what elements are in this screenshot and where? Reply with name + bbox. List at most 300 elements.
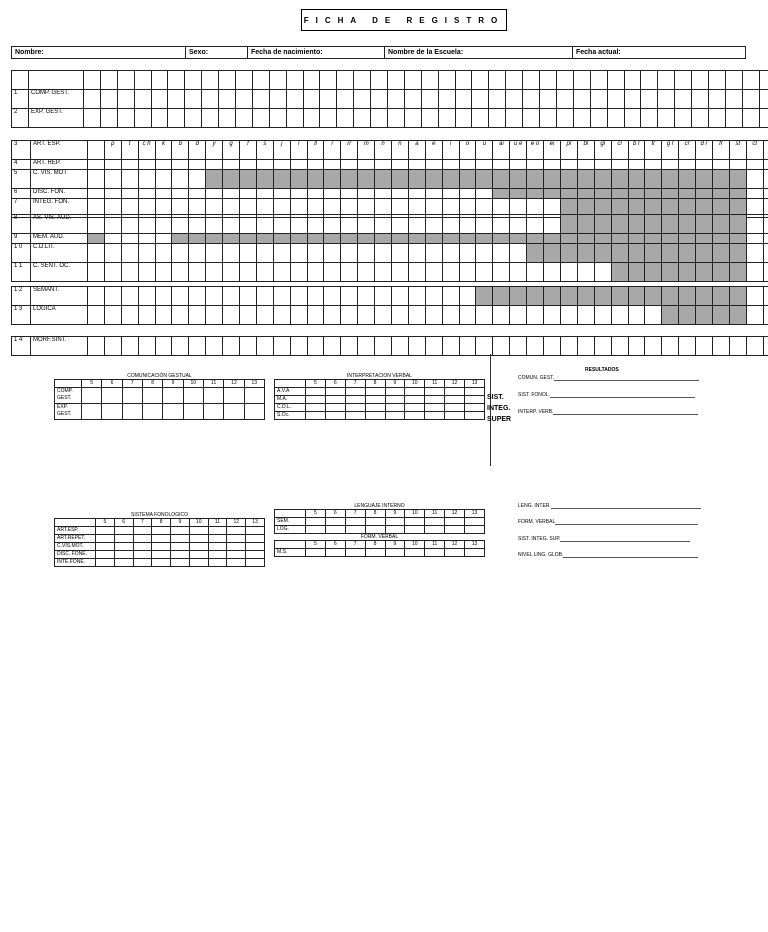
score-cell[interactable] <box>341 244 358 263</box>
score-cell[interactable] <box>594 160 611 170</box>
score-cell[interactable] <box>102 404 122 420</box>
score-cell[interactable] <box>560 244 577 263</box>
score-cell[interactable] <box>544 244 561 263</box>
score-cell[interactable] <box>133 543 152 551</box>
score-cell[interactable] <box>540 109 557 128</box>
score-cell[interactable] <box>104 234 121 244</box>
score-cell[interactable] <box>206 306 223 325</box>
score-cell[interactable] <box>527 306 544 325</box>
resultado-nivel-ling-glob[interactable] <box>518 552 698 558</box>
score-cell[interactable] <box>134 90 151 109</box>
score-cell[interactable] <box>712 189 729 199</box>
field-nombre[interactable]: Nombre: <box>12 47 186 59</box>
score-cell[interactable] <box>104 244 121 263</box>
score-cell[interactable] <box>358 287 375 306</box>
score-cell[interactable] <box>476 189 493 199</box>
score-cell[interactable] <box>506 90 523 109</box>
score-cell[interactable] <box>375 263 392 282</box>
score-cell[interactable] <box>365 404 385 412</box>
score-cell[interactable] <box>459 160 476 170</box>
phoneme-cell[interactable]: ei <box>544 141 561 160</box>
score-cell[interactable] <box>341 170 358 189</box>
score-cell[interactable] <box>560 215 577 234</box>
phoneme-cell[interactable]: ai <box>493 141 510 160</box>
score-cell[interactable] <box>607 109 624 128</box>
score-cell[interactable] <box>425 234 442 244</box>
score-cell[interactable] <box>611 234 628 244</box>
score-cell[interactable] <box>577 234 594 244</box>
score-cell[interactable] <box>104 189 121 199</box>
score-cell[interactable] <box>256 306 273 325</box>
score-cell[interactable] <box>493 189 510 199</box>
score-cell[interactable] <box>206 189 223 199</box>
score-cell[interactable] <box>246 551 265 559</box>
score-cell[interactable] <box>594 287 611 306</box>
score-cell[interactable] <box>104 337 121 356</box>
score-cell[interactable] <box>152 527 171 535</box>
score-cell[interactable] <box>273 160 290 170</box>
score-cell[interactable] <box>459 244 476 263</box>
field-sexo[interactable]: Sexo: <box>186 47 248 59</box>
score-cell[interactable] <box>133 551 152 559</box>
score-cell[interactable] <box>408 234 425 244</box>
score-cell[interactable] <box>662 234 679 244</box>
score-cell[interactable] <box>729 160 746 170</box>
score-cell[interactable] <box>696 337 713 356</box>
score-cell[interactable] <box>645 189 662 199</box>
score-cell[interactable] <box>405 404 425 412</box>
score-cell[interactable] <box>442 244 459 263</box>
score-cell[interactable] <box>392 263 409 282</box>
score-cell[interactable] <box>171 527 190 535</box>
score-cell[interactable] <box>645 287 662 306</box>
score-cell[interactable] <box>425 518 445 526</box>
score-cell[interactable] <box>325 526 345 534</box>
score-cell[interactable] <box>223 170 240 189</box>
score-cell[interactable] <box>594 306 611 325</box>
score-cell[interactable] <box>256 337 273 356</box>
score-cell[interactable] <box>375 160 392 170</box>
resultado-sist-fonol[interactable] <box>518 392 695 398</box>
score-cell[interactable] <box>679 337 696 356</box>
score-cell[interactable] <box>375 234 392 244</box>
phoneme-cell[interactable]: rr <box>341 141 358 160</box>
score-cell[interactable] <box>189 527 208 535</box>
score-cell[interactable] <box>442 234 459 244</box>
score-cell[interactable] <box>679 189 696 199</box>
score-cell[interactable] <box>392 160 409 170</box>
score-cell[interactable] <box>325 412 345 420</box>
score-cell[interactable] <box>88 306 105 325</box>
score-cell[interactable] <box>202 90 219 109</box>
score-cell[interactable] <box>459 337 476 356</box>
score-cell[interactable] <box>138 215 155 234</box>
score-cell[interactable] <box>560 160 577 170</box>
score-cell[interactable] <box>240 234 257 244</box>
score-cell[interactable] <box>405 526 425 534</box>
score-cell[interactable] <box>675 109 692 128</box>
score-cell[interactable] <box>256 189 273 199</box>
score-cell[interactable] <box>208 527 227 535</box>
score-cell[interactable] <box>445 549 465 557</box>
score-cell[interactable] <box>114 535 133 543</box>
score-cell[interactable] <box>510 337 527 356</box>
score-cell[interactable] <box>88 263 105 282</box>
score-cell[interactable] <box>104 170 121 189</box>
score-cell[interactable] <box>88 189 105 199</box>
score-cell[interactable] <box>223 263 240 282</box>
score-cell[interactable] <box>658 90 675 109</box>
score-cell[interactable] <box>459 189 476 199</box>
score-cell[interactable] <box>385 518 405 526</box>
phoneme-cell[interactable]: b r <box>628 141 645 160</box>
score-cell[interactable] <box>628 287 645 306</box>
score-cell[interactable] <box>290 306 307 325</box>
score-cell[interactable] <box>560 189 577 199</box>
score-cell[interactable] <box>138 234 155 244</box>
score-cell[interactable] <box>104 306 121 325</box>
score-cell[interactable] <box>438 90 455 109</box>
score-cell[interactable] <box>679 170 696 189</box>
score-cell[interactable] <box>746 189 763 199</box>
score-cell[interactable] <box>594 263 611 282</box>
score-cell[interactable] <box>658 109 675 128</box>
phoneme-cell[interactable]: j <box>273 141 290 160</box>
score-cell[interactable] <box>662 170 679 189</box>
score-cell[interactable] <box>88 244 105 263</box>
score-cell[interactable] <box>425 244 442 263</box>
score-cell[interactable] <box>510 263 527 282</box>
score-cell[interactable] <box>712 263 729 282</box>
score-cell[interactable] <box>540 90 557 109</box>
phoneme-cell[interactable]: gl <box>594 141 611 160</box>
score-cell[interactable] <box>712 306 729 325</box>
score-cell[interactable] <box>138 263 155 282</box>
score-cell[interactable] <box>142 404 162 420</box>
score-cell[interactable] <box>742 90 759 109</box>
score-cell[interactable] <box>645 234 662 244</box>
score-cell[interactable] <box>645 306 662 325</box>
score-cell[interactable] <box>611 160 628 170</box>
score-cell[interactable] <box>172 170 189 189</box>
score-cell[interactable] <box>493 337 510 356</box>
score-cell[interactable] <box>206 244 223 263</box>
score-cell[interactable] <box>227 543 246 551</box>
score-cell[interactable] <box>405 549 425 557</box>
score-cell[interactable] <box>121 287 138 306</box>
score-cell[interactable] <box>408 170 425 189</box>
resultado-sist-integ-sup[interactable] <box>518 536 690 542</box>
score-cell[interactable] <box>223 215 240 234</box>
score-cell[interactable] <box>544 160 561 170</box>
field-fecha-actual[interactable]: Fecha actual: <box>573 47 746 59</box>
score-cell[interactable] <box>645 215 662 234</box>
score-cell[interactable] <box>152 551 171 559</box>
score-cell[interactable] <box>269 109 286 128</box>
score-cell[interactable] <box>527 287 544 306</box>
score-cell[interactable] <box>290 215 307 234</box>
score-cell[interactable] <box>290 160 307 170</box>
score-cell[interactable] <box>696 287 713 306</box>
score-cell[interactable] <box>408 244 425 263</box>
score-cell[interactable] <box>138 189 155 199</box>
score-cell[interactable] <box>189 551 208 559</box>
score-cell[interactable] <box>227 535 246 543</box>
score-cell[interactable] <box>345 396 365 404</box>
score-cell[interactable] <box>256 263 273 282</box>
score-cell[interactable] <box>375 306 392 325</box>
score-cell[interactable] <box>151 90 168 109</box>
score-cell[interactable] <box>273 306 290 325</box>
score-cell[interactable] <box>138 160 155 170</box>
score-cell[interactable] <box>560 306 577 325</box>
score-cell[interactable] <box>240 170 257 189</box>
score-cell[interactable] <box>208 535 227 543</box>
score-cell[interactable] <box>712 234 729 244</box>
score-cell[interactable] <box>493 287 510 306</box>
score-cell[interactable] <box>252 109 269 128</box>
score-cell[interactable] <box>358 189 375 199</box>
score-cell[interactable] <box>155 244 172 263</box>
score-cell[interactable] <box>573 90 590 109</box>
score-cell[interactable] <box>594 215 611 234</box>
score-cell[interactable] <box>442 160 459 170</box>
score-cell[interactable] <box>365 526 385 534</box>
score-cell[interactable] <box>729 337 746 356</box>
score-cell[interactable] <box>445 396 465 404</box>
score-cell[interactable] <box>114 559 133 567</box>
score-cell[interactable] <box>459 287 476 306</box>
score-cell[interactable] <box>365 549 385 557</box>
score-cell[interactable] <box>763 160 768 170</box>
phoneme-cell[interactable]: bl <box>577 141 594 160</box>
score-cell[interactable] <box>442 337 459 356</box>
score-cell[interactable] <box>256 160 273 170</box>
score-cell[interactable] <box>763 306 768 325</box>
score-cell[interactable] <box>163 388 183 404</box>
score-cell[interactable] <box>189 287 206 306</box>
score-cell[interactable] <box>577 244 594 263</box>
score-cell[interactable] <box>459 306 476 325</box>
score-cell[interactable] <box>425 337 442 356</box>
score-cell[interactable] <box>408 287 425 306</box>
score-cell[interactable] <box>611 287 628 306</box>
score-cell[interactable] <box>510 244 527 263</box>
score-cell[interactable] <box>290 263 307 282</box>
score-cell[interactable] <box>628 337 645 356</box>
score-cell[interactable] <box>168 90 185 109</box>
score-cell[interactable] <box>306 396 326 404</box>
score-cell[interactable] <box>425 160 442 170</box>
score-cell[interactable] <box>324 306 341 325</box>
score-cell[interactable] <box>324 160 341 170</box>
score-cell[interactable] <box>679 244 696 263</box>
score-cell[interactable] <box>746 287 763 306</box>
score-cell[interactable] <box>729 263 746 282</box>
score-cell[interactable] <box>662 337 679 356</box>
score-cell[interactable] <box>189 306 206 325</box>
score-cell[interactable] <box>425 287 442 306</box>
score-cell[interactable] <box>223 160 240 170</box>
score-cell[interactable] <box>345 526 365 534</box>
score-cell[interactable] <box>324 170 341 189</box>
score-cell[interactable] <box>358 337 375 356</box>
score-cell[interactable] <box>307 170 324 189</box>
score-cell[interactable] <box>442 263 459 282</box>
score-cell[interactable] <box>256 287 273 306</box>
score-cell[interactable] <box>206 170 223 189</box>
score-cell[interactable] <box>476 263 493 282</box>
phoneme-cell[interactable]: u <box>476 141 493 160</box>
score-cell[interactable] <box>206 234 223 244</box>
score-cell[interactable] <box>244 388 264 404</box>
score-cell[interactable] <box>246 559 265 567</box>
score-cell[interactable] <box>445 388 465 396</box>
score-cell[interactable] <box>544 306 561 325</box>
score-cell[interactable] <box>324 287 341 306</box>
score-cell[interactable] <box>729 234 746 244</box>
score-cell[interactable] <box>392 170 409 189</box>
score-cell[interactable] <box>392 287 409 306</box>
score-cell[interactable] <box>256 215 273 234</box>
score-cell[interactable] <box>476 244 493 263</box>
score-cell[interactable] <box>273 234 290 244</box>
score-cell[interactable] <box>172 160 189 170</box>
score-cell[interactable] <box>102 388 122 404</box>
resultado-leng-inter[interactable] <box>518 503 701 509</box>
phoneme-cell[interactable]: d r <box>696 141 713 160</box>
score-cell[interactable] <box>358 215 375 234</box>
phoneme-cell[interactable]: pl <box>560 141 577 160</box>
score-cell[interactable] <box>445 412 465 420</box>
score-cell[interactable] <box>662 306 679 325</box>
score-cell[interactable] <box>155 263 172 282</box>
score-cell[interactable] <box>155 215 172 234</box>
score-cell[interactable] <box>223 234 240 244</box>
score-cell[interactable] <box>556 109 573 128</box>
score-cell[interactable] <box>385 396 405 404</box>
score-cell[interactable] <box>442 306 459 325</box>
score-cell[interactable] <box>459 234 476 244</box>
score-cell[interactable] <box>306 388 326 396</box>
score-cell[interactable] <box>151 109 168 128</box>
score-cell[interactable] <box>223 244 240 263</box>
score-cell[interactable] <box>320 109 337 128</box>
phoneme-cell[interactable]: tr <box>645 141 662 160</box>
score-cell[interactable] <box>493 234 510 244</box>
score-cell[interactable] <box>746 263 763 282</box>
score-cell[interactable] <box>206 263 223 282</box>
score-cell[interactable] <box>171 551 190 559</box>
score-cell[interactable] <box>84 109 101 128</box>
score-cell[interactable] <box>527 234 544 244</box>
phoneme-cell[interactable]: y <box>206 141 223 160</box>
score-cell[interactable] <box>624 90 641 109</box>
score-cell[interactable] <box>88 337 105 356</box>
score-cell[interactable] <box>510 287 527 306</box>
score-cell[interactable] <box>476 215 493 234</box>
score-cell[interactable] <box>345 549 365 557</box>
score-cell[interactable] <box>341 215 358 234</box>
score-cell[interactable] <box>493 160 510 170</box>
score-cell[interactable] <box>459 263 476 282</box>
score-cell[interactable] <box>385 526 405 534</box>
score-cell[interactable] <box>692 90 709 109</box>
score-cell[interactable] <box>611 170 628 189</box>
score-cell[interactable] <box>290 337 307 356</box>
score-cell[interactable] <box>696 244 713 263</box>
score-cell[interactable] <box>544 189 561 199</box>
score-cell[interactable] <box>224 388 244 404</box>
score-cell[interactable] <box>577 170 594 189</box>
score-cell[interactable] <box>645 337 662 356</box>
score-cell[interactable] <box>425 388 445 396</box>
score-cell[interactable] <box>121 170 138 189</box>
score-cell[interactable] <box>325 518 345 526</box>
score-cell[interactable] <box>556 90 573 109</box>
score-cell[interactable] <box>662 160 679 170</box>
score-cell[interactable] <box>425 404 445 412</box>
score-cell[interactable] <box>712 170 729 189</box>
score-cell[interactable] <box>763 244 768 263</box>
score-cell[interactable] <box>138 306 155 325</box>
score-cell[interactable] <box>189 263 206 282</box>
score-cell[interactable] <box>189 234 206 244</box>
score-cell[interactable] <box>358 170 375 189</box>
score-cell[interactable] <box>645 244 662 263</box>
score-cell[interactable] <box>624 109 641 128</box>
score-cell[interactable] <box>246 535 265 543</box>
score-cell[interactable] <box>172 337 189 356</box>
score-cell[interactable] <box>425 306 442 325</box>
score-cell[interactable] <box>708 109 725 128</box>
score-cell[interactable] <box>392 189 409 199</box>
score-cell[interactable] <box>385 412 405 420</box>
score-cell[interactable] <box>510 306 527 325</box>
score-cell[interactable] <box>345 412 365 420</box>
score-cell[interactable] <box>405 396 425 404</box>
score-cell[interactable] <box>227 527 246 535</box>
score-cell[interactable] <box>729 189 746 199</box>
score-cell[interactable] <box>345 518 365 526</box>
score-cell[interactable] <box>84 90 101 109</box>
score-cell[interactable] <box>425 170 442 189</box>
score-cell[interactable] <box>155 189 172 199</box>
score-cell[interactable] <box>527 160 544 170</box>
phoneme-cell[interactable]: ct <box>746 141 763 160</box>
score-cell[interactable] <box>725 90 742 109</box>
score-cell[interactable] <box>628 215 645 234</box>
score-cell[interactable] <box>155 337 172 356</box>
score-cell[interactable] <box>206 337 223 356</box>
score-cell[interactable] <box>510 160 527 170</box>
score-cell[interactable] <box>388 90 405 109</box>
score-cell[interactable] <box>712 244 729 263</box>
score-cell[interactable] <box>206 287 223 306</box>
score-cell[interactable] <box>365 388 385 396</box>
score-cell[interactable] <box>219 109 236 128</box>
score-cell[interactable] <box>763 215 768 234</box>
score-cell[interactable] <box>527 215 544 234</box>
score-cell[interactable] <box>465 518 485 526</box>
score-cell[interactable] <box>510 170 527 189</box>
score-cell[interactable] <box>759 109 768 128</box>
score-cell[interactable] <box>476 170 493 189</box>
score-cell[interactable] <box>408 263 425 282</box>
score-cell[interactable] <box>375 337 392 356</box>
score-cell[interactable] <box>425 396 445 404</box>
score-cell[interactable] <box>388 109 405 128</box>
